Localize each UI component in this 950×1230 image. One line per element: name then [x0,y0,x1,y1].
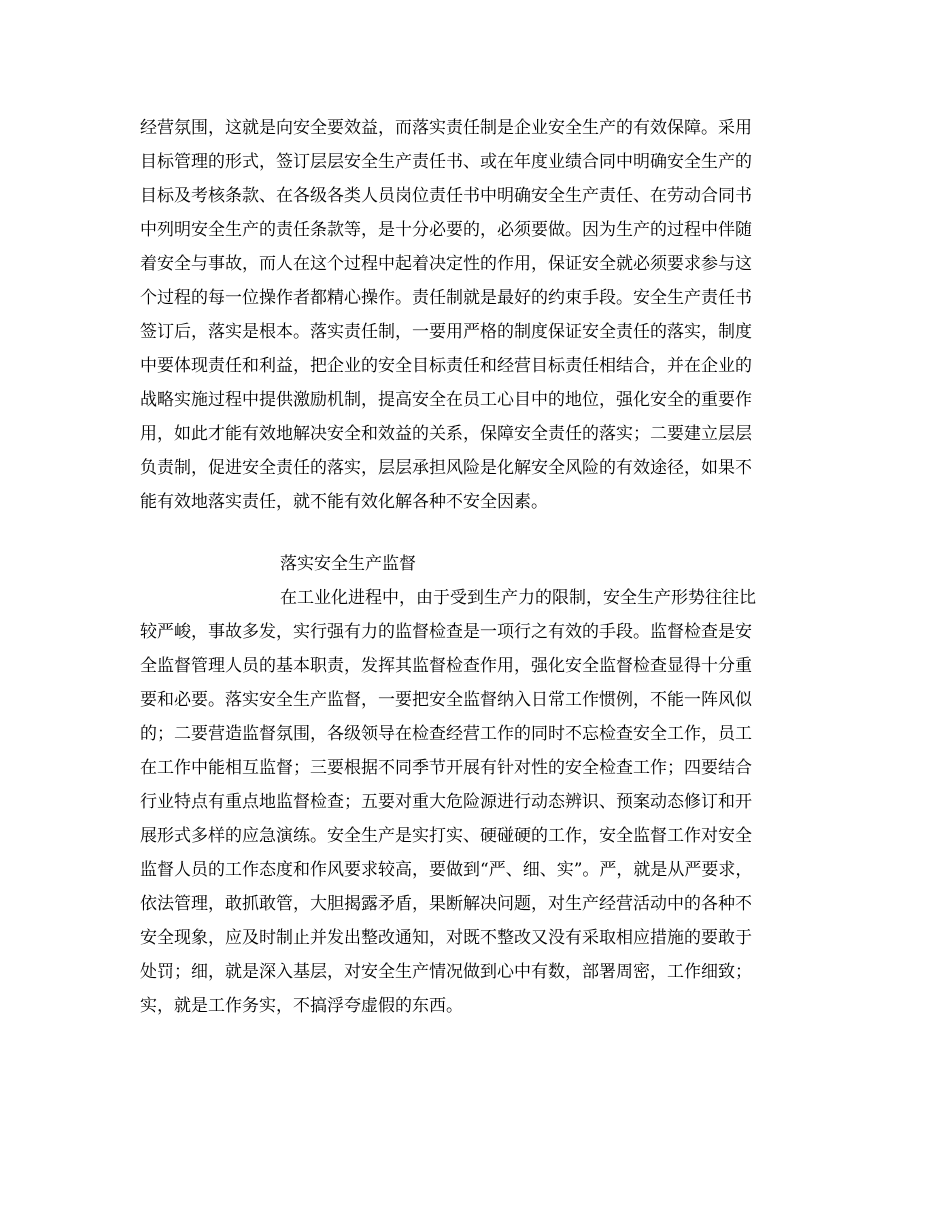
text-line: 中列明安全生产的责任条款等，是十分必要的，必须要做。因为生产的过程中伴随 [140,220,752,240]
paragraph-supervision [140,581,820,1023]
text-line: 实，就是工作务实，不搞浮夸虚假的东西。 [140,996,463,1016]
text-line: 着安全与事故，而人在这个过程中起着决定性的作用，保证安全就必须要求参与这 [140,254,752,274]
text-line: 要和必要。落实安全生产监督，一要把安全监督纳入日常工作惯例，不能一阵风似 [140,690,752,710]
text-line: 目标管理的形式，签订层层安全生产责任书、或在年度业绩合同中明确安全生产的 [140,152,752,172]
text-line: 在工业化进程中，由于受到生产力的限制，安全生产形势往往比 [280,588,756,608]
text-line: 依法管理，敢抓敢管，大胆揭露矛盾，果断解决问题，对生产经营活动中的各种不 [140,894,752,914]
text-line: 处罚；细，就是深入基层，对安全生产情况做到心中有数，部署周密，工作细致； [140,962,752,982]
text-line: 展形式多样的应急演练。安全生产是实打实、硬碰硬的工作，安全监督工作对安全 [140,826,752,846]
text-line: 较严峻，事故多发，实行强有力的监督检查是一项行之有效的手段。监督检查是安 [140,622,752,642]
text-line: 在工作中能相互监督；三要根据不同季节开展有针对性的安全检查工作；四要结合 [140,758,752,778]
text-line: 全监督管理人员的基本职责，发挥其监督检查作用，强化安全监督检查显得十分重 [140,656,752,676]
text-line: 战略实施过程中提供激励机制，提高安全在员工心目中的地位，强化安全的重要作 [140,390,752,410]
text-line: 的；二要营造监督氛围，各级领导在检查经营工作的同时不忘检查安全工作，员工 [140,724,752,744]
text-line: 签订后，落实是根本。落实责任制，一要用严格的制度保证安全责任的落实，制度 [140,322,752,342]
paragraph-responsibility [140,111,820,519]
text-line: 行业特点有重点地监督检查；五要对重大危险源进行动态辨识、预案动态修订和开 [140,792,752,812]
text-line: 安全现象，应及时制止并发出整改通知，对既不整改又没有采取相应措施的要敢于 [140,928,752,948]
text-line: 个过程的每一位操作者都精心操作。责任制就是最好的约束手段。安全生产责任书 [140,288,752,308]
text-line: 能有效地落实责任，就不能有效化解各种不安全因素。 [140,492,548,512]
text-line: 监督人员的工作态度和作风要求较高，要做到“严、细、实”。严，就是从严要求， [140,860,753,880]
text-line: 目标及考核条款、在各级各类人员岗位责任书中明确安全生产责任、在劳动合同书 [140,186,752,206]
text-line: 负责制，促进安全责任的落实，层层承担风险是化解安全风险的有效途径，如果不 [140,458,752,478]
section-heading: 落实安全生产监督 [280,554,416,574]
text-line: 用，如此才能有效地解决安全和效益的关系，保障安全责任的落实；二要建立层层 [140,424,752,444]
text-line: 中要体现责任和利益，把企业的安全目标责任和经营目标责任相结合，并在企业的 [140,356,752,376]
text-line: 经营氛围，这就是向安全要效益，而落实责任制是企业安全生产的有效保障。采用 [140,118,752,138]
